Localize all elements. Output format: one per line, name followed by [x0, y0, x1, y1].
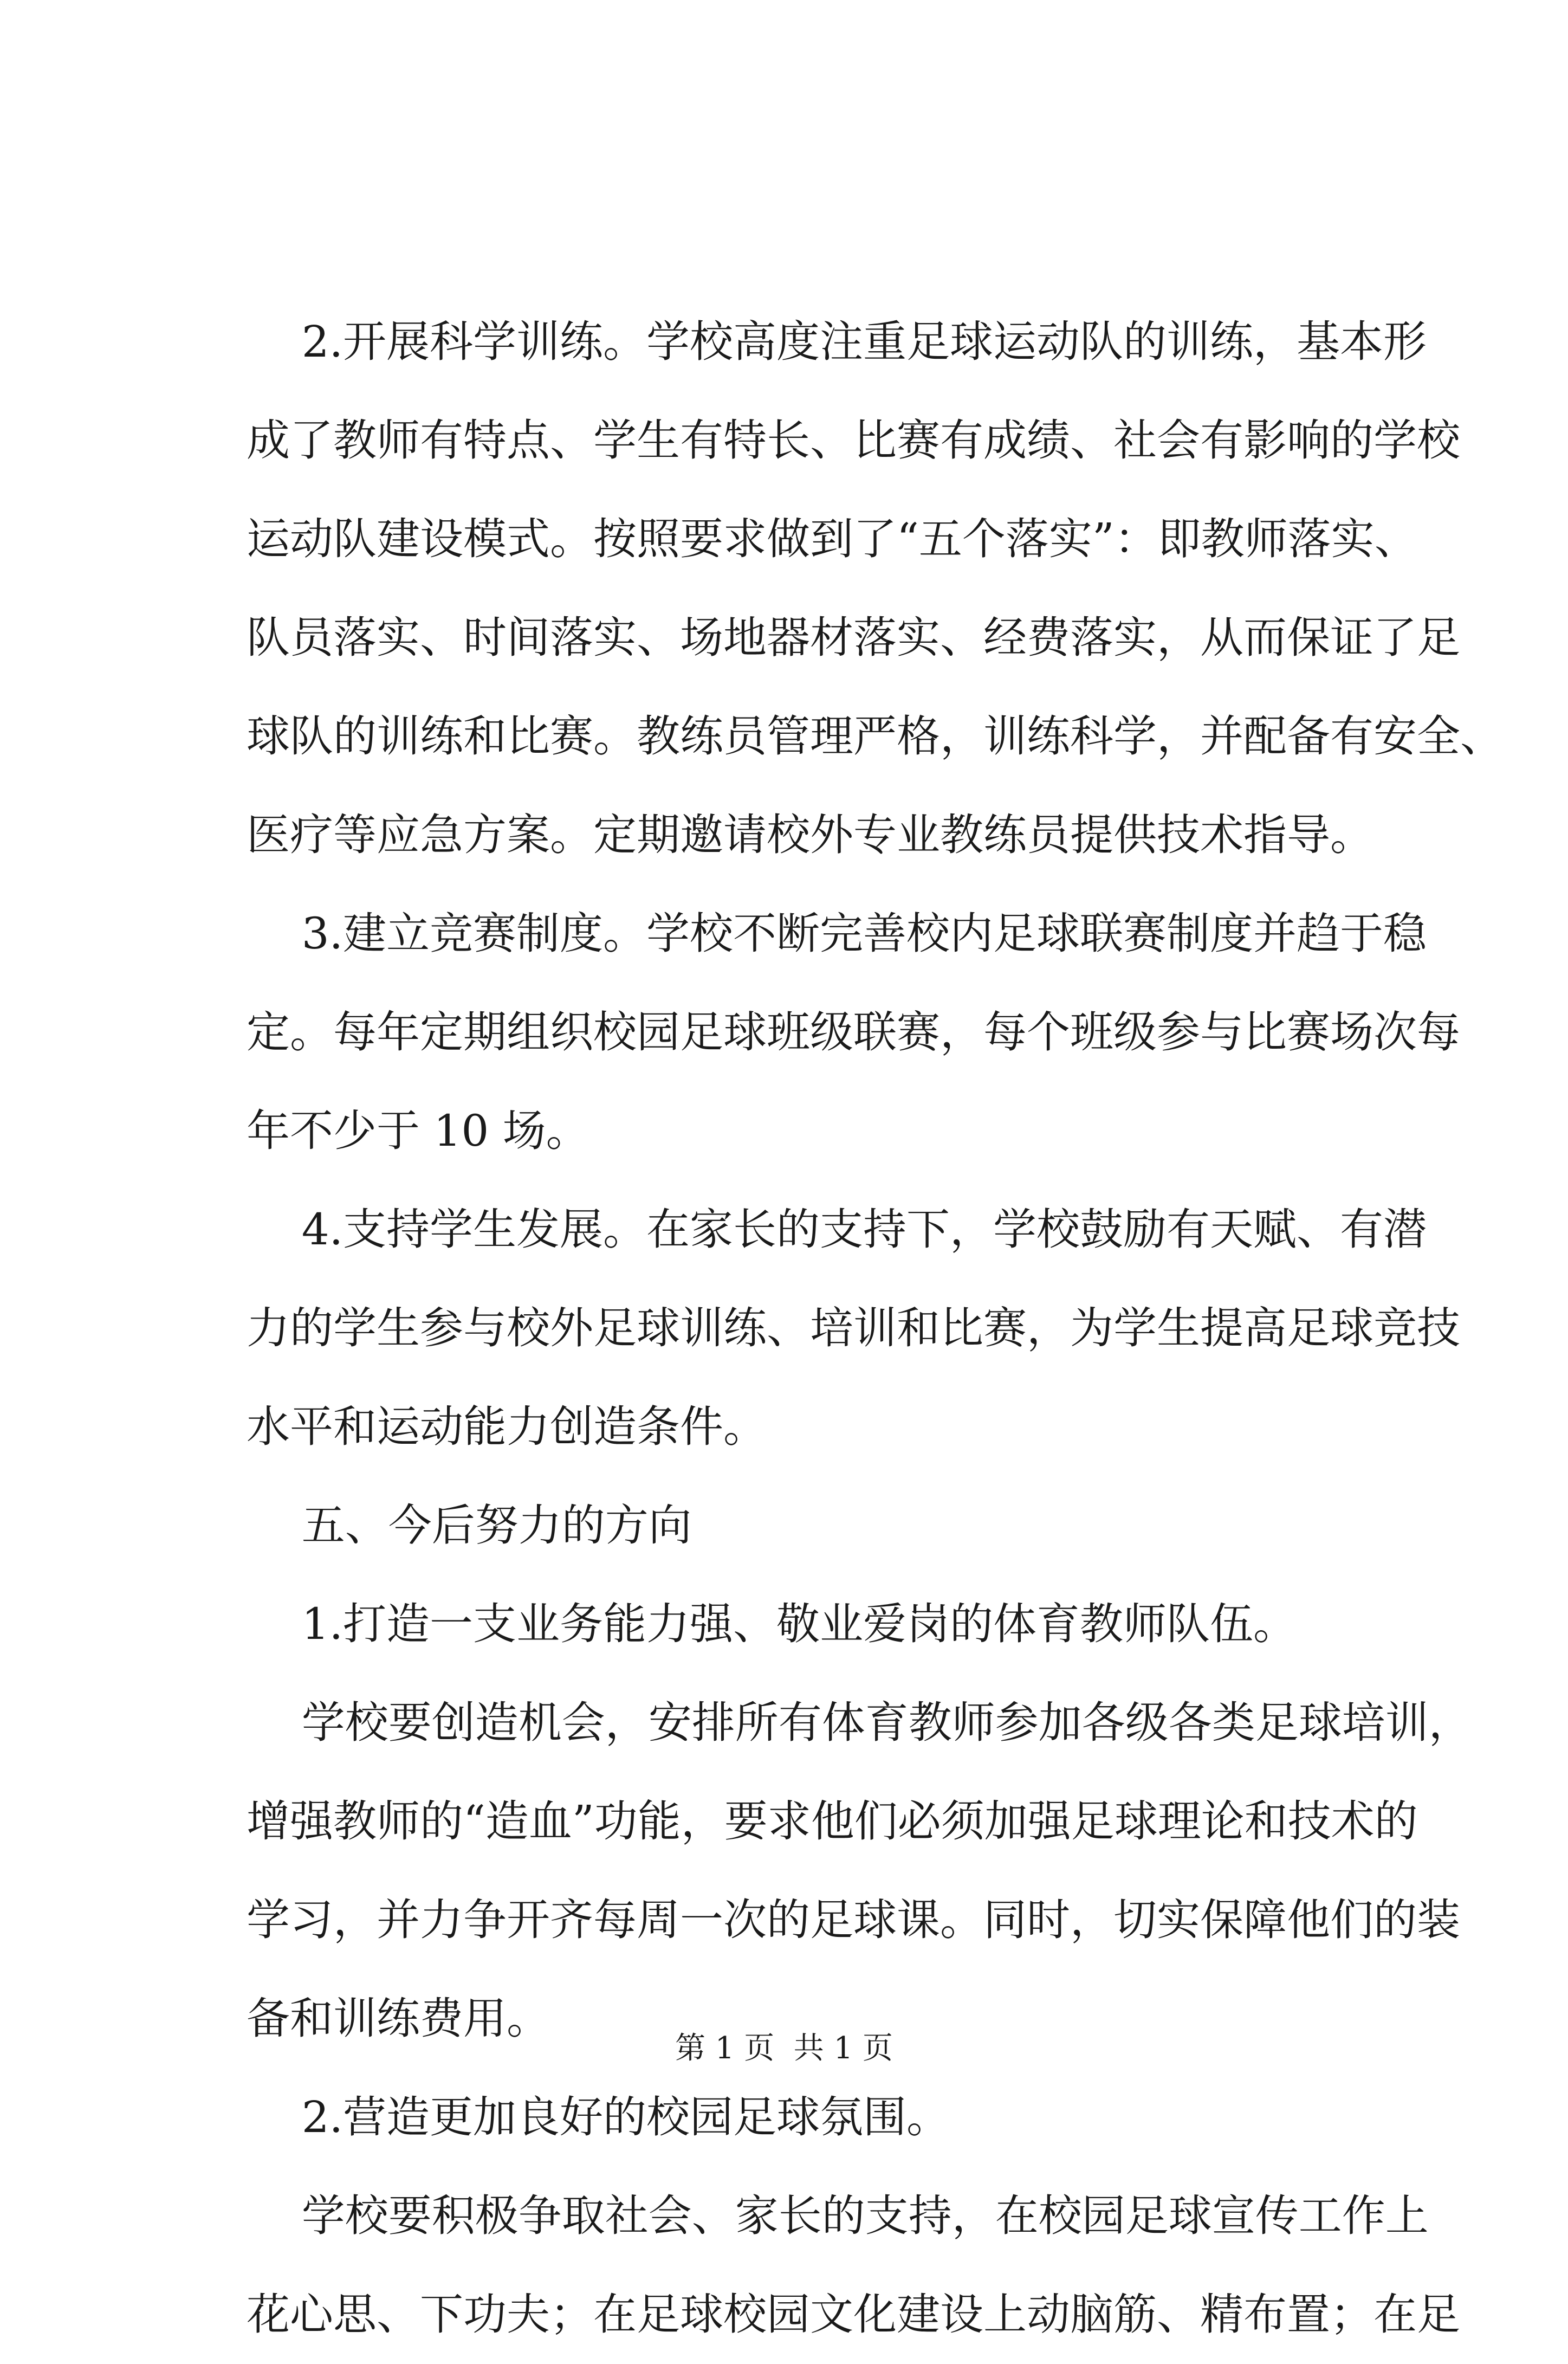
- text-line: 3.建立竞赛制度。学校不断完善校内足球联赛制度并趋于稳: [247, 908, 1427, 959]
- text-line: 年不少于 10 场。: [247, 1106, 589, 1156]
- text-line: 队员落实、时间落实、场地器材落实、经费落实，从而保证了足: [247, 612, 1460, 663]
- text-line: 4.支持学生发展。在家长的支持下，学校鼓励有天赋、有潜: [247, 1204, 1427, 1255]
- text-line: 2.开展科学训练。学校高度注重足球运动队的训练，基本形: [247, 317, 1427, 367]
- text-line: 学校要积极争取社会、家长的支持，在校园足球宣传工作上: [247, 2191, 1429, 2241]
- text-line: 水平和运动能力创造条件。: [247, 1401, 767, 1452]
- section-heading: 五、今后努力的方向: [247, 1500, 692, 1551]
- text-line: 成了教师有特点、学生有特长、比赛有成绩、社会有影响的学校: [247, 415, 1460, 466]
- text-line: 增强教师的“造血”功能，要求他们必须加强足球理论和技术的: [247, 1796, 1418, 1846]
- text-line: 学校要创造机会，安排所有体育教师参加各级各类足球培训，: [247, 1697, 1472, 1748]
- text-line: 力的学生参与校外足球训练、培训和比赛，为学生提高足球竞技: [247, 1303, 1460, 1353]
- text-line: 定。每年定期组织校园足球班级联赛，每个班级参与比赛场次每: [247, 1007, 1460, 1057]
- text-line: 球队的训练和比赛。教练员管理严格，训练科学，并配备有安全、: [247, 711, 1504, 761]
- text-line: 医疗等应急方案。定期邀请校外专业教练员提供技术指导。: [247, 810, 1373, 860]
- text-line: 花心思、下功夫；在足球校园文化建设上动脑筋、精布置；在足: [247, 2289, 1460, 2340]
- text-line: 备和训练费用。: [247, 1993, 550, 2044]
- page-footer: 第 1 页 共 1 页: [675, 2031, 893, 2066]
- text-line: 2.营造更加良好的校园足球氛围。: [247, 2092, 950, 2142]
- text-line: 1.打造一支业务能力强、敬业爱岗的体育教师队伍。: [247, 1599, 1297, 1649]
- text-line: 运动队建设模式。按照要求做到了“五个落实”：即教师落实、: [247, 514, 1418, 564]
- text-line: 学习，并力争开齐每周一次的足球课。同时，切实保障他们的装: [247, 1895, 1460, 1945]
